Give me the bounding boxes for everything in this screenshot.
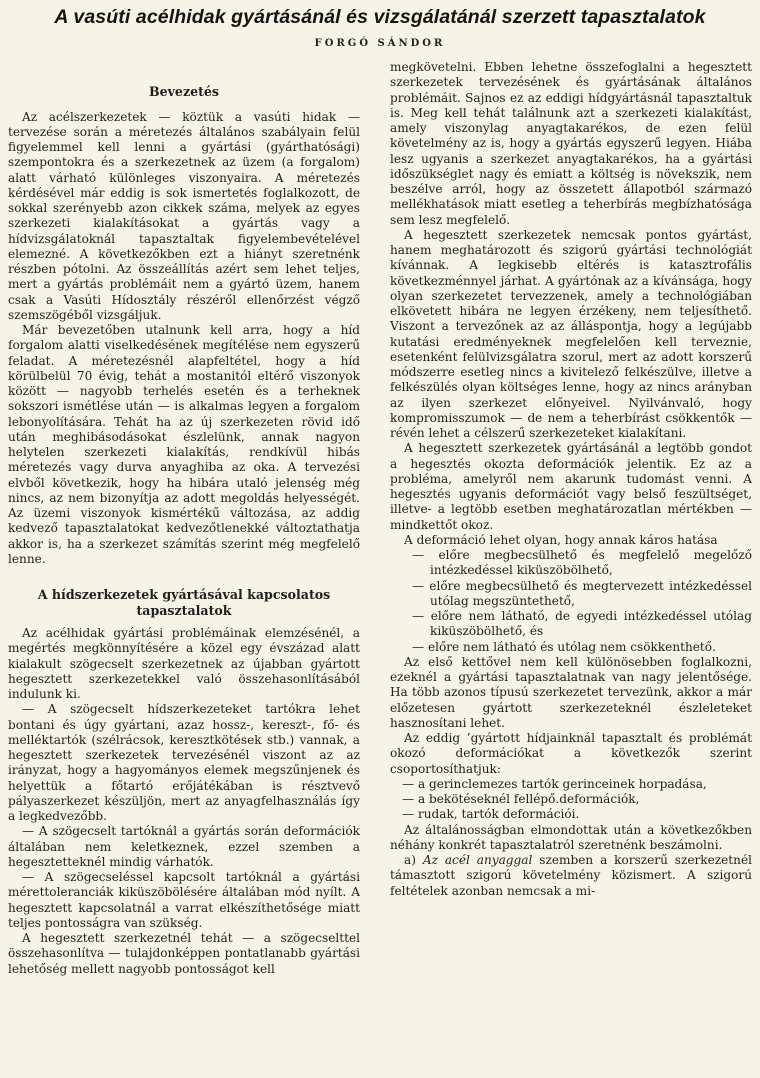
article-title: A vasúti acélhidak gyártásánál és vizsgálatánál szerzett tapasztalatok (54, 6, 706, 28)
paragraph: A hegesztett szerkezetek gyártásánál a legtöbb gondot a hegesztés okozta deformációk jelentik. Ez az a probléma, amelyről nem akarunk tudomást venni. A hegesztés ugyanis deformációt vagy belső feszültséget, illetve- a legtöbb esetben meghatározatlan mértékben — mindkettőt okoz. (390, 441, 752, 532)
paragraph: A hegesztett szerkezetek nemcsak pontos gyártást, hanem meghatározott és szigorú gyártási technológiát kívánnak. A legkisebb eltérés is katasztrofális következménnyel járhat. A gyártónak az a kívánsága, hogy olyan szerkezetet tervezzenek, amely a technológiában elkövetett hibára ne legyen érzékeny, nem teljesíthető. Viszont a tervezőnek az az álláspontja, hogy a legújabb kutatási eredményeknek megfelelően kell terveznie, esetenként felülvizsgálatra szorul, mert az adott korszerű módszerre esetleg nincs a kivitelező felkészülve, illetve a felkészülés olyan költséges lenne, hogy az nincs arányban az ilyen szerkezet előnyeivel. Nyilvánvaló, hogy kompromisszumok — de nem a teherbírást csökkentők — révén lehet a célszerű szerkezeteket kialakítani. (390, 227, 752, 440)
list-item: — előre nem látható, de egyedi intézkedéssel utólag kiküszöbölhető, és (412, 609, 752, 639)
paragraph: — A szögecselt tartóknál a gyártás során deformációk általában nem keletkeznek, ezzel szemben a hegesztetteknél mindig várhatók. (8, 824, 360, 869)
list-item: — előre megbecsülhető és megfelelő megelőző intézkedéssel kiküszöbölhető, (412, 548, 752, 578)
list-item: — a gerinclemezes tartók gerinceinek horpadása, (402, 776, 707, 791)
paragraph: A deformáció lehet olyan, hogy annak káros hatása (404, 532, 718, 547)
paragraph: Az általánosságban elmondottak után a következőkben néhány konkrét tapasztalatról szeretnénk beszámolni. (390, 822, 752, 852)
section-heading-manufacturing: A hídszerkezetek gyártásával kapcsolatos tapasztalatok (37, 587, 331, 618)
list-item: — a bekötéseknél fellépő.deformációk, (402, 792, 640, 806)
list-item: — előre megbecsülhető és megtervezett intézkedéssel utólag megszüntethető, (412, 578, 752, 608)
paragraph: megkövetelni. Ebben lehetne összefoglalni a hegesztett szerkezetek tervezésének és gyártásának általános problémáit. Sajnos ez az eddigi hídgyártásnál tapasztaltuk is. Meg kell tehát találnunk azt a szerkezeti kialakítást, amely viszonylag anyagtakarékos, de ezen felül követelmény az is, hogy a gyártás egyszerű legyen. Hiába lesz ugyanis a szerkezet anyagtakarékos, ha a gyártási időszükséglet nagy és emiatt a költség is növekszik, nem beszélve arról, hogy az összetett állapotból származó mellékhatások miatt esetleg a teherbírás megbízhatósága sem lesz megfelelő. (390, 60, 752, 227)
paragraph: Az acélhidak gyártási problémáinak elemzésénél, a megértés megkönnyítésére a közel egy évszázad alatt kialakult szögecselt szerkezetnek az újabban gyártott hegesztett szerkezetekkel való összehasonlításából indulunk ki. (8, 626, 360, 701)
deformation-effect-list (390, 548, 752, 655)
list-item: — előre nem látható és utólag nem csökkenthető. (412, 639, 716, 654)
right-column (390, 60, 752, 1076)
paragraph: Az acélszerkezetek — köztük a vasúti hidak — tervezése során a méretezés általános szabályain felül figyelemmel kell lenni a gyártási (gyárthatósági) szempontokra és a szerkezetnek az üzem (a forgalom) alatt várható különleges viszonyaira. A méretezés kérdésével már eddig is sok ismertetés foglalkozott, de sokkal szerényebb azon cikkek száma, melyek az egyes szerkezeti kialakításokat a gyártás vagy a hídvizsgálatoknál tapasztaltak figyelembevételével elemezné. A következőkben ezt a hiányt szeretnénk részben pótolni. Az összeállítás azért sem lehet teljes, mert a gyártás problémáit nem a gyártó üzem, hanem csak a Vasúti Hídosztály részéről ellenőrzést végző szemszögéből vizsgáljuk. (8, 109, 360, 322)
emphasis-text: Az acél anyaggal (422, 853, 533, 867)
left-column (8, 60, 360, 1076)
paragraph: A hegesztett szerkezetnél tehát — a szögecselttel összehasonlítva — tulajdonképpen pontatlanabb gyártási lehetőség mellett nagyobb pontosságot kell (8, 931, 360, 976)
deformation-group-list (390, 777, 752, 823)
article-author: FORGÓ SÁNDOR (314, 38, 446, 49)
paragraph-a (390, 853, 752, 899)
paragraph: Az első kettővel nem kell különösebben foglalkozni, ezeknél a gyártási tapasztalatnak van nagy jelentősége. Ha több azonos típusú szerkezetet tervezünk, akkor a már előzetesen gyártott szerkezeteknél észleleteket hasznosítani lehet. (390, 654, 752, 730)
paragraph: Az eddig ’gyártott hídjainknál tapasztalt és problémát okozó deformációkat a következők szerint csoportosíthatjuk: (390, 731, 752, 776)
list-item: — rudak, tartók deformációi. (402, 807, 580, 822)
paragraph-text: szemben a korszerű szerkezetnél támasztott szigorú követelmény közismert. A szigorú feltételek azonban nemcsak a mi- (390, 853, 752, 898)
paragraph: Már bevezetőben utalnunk kell arra, hogy a híd forgalom alatti viselkedésének megítélése nem egyszerű feladat. A méretezésnél alapfeltétel, hogy a híd körülbelül 70 évig, tehát a mostanitól eltérő viszonyok között — nagyobb terhelés esetén és a terheknek sokszori ismétlése után — is alkalmas legyen a forgalom lebonyolítására. Tehát ha az új szerkezeten rövid idő után meghibásodásokat észlelünk, annak nagyon helytelen szerkezeti kialakítás, rendkívül hibás méretezés vagy durva anyaghiba az oka. A tervezési elvből következik, hogy ha hibára utaló jelenség még nincs, az nem bizonyítja az adott megoldás helyességét. Az üzemi viszonyok kismértékű változása, az addig kedvező tapasztalatokat kedvezőtlenekké változtathatja akkor is, ha a szerkezet számítás szerint még megfelelő lenne. (8, 323, 360, 566)
paragraph: — A szögecselt hídszerkezeteket tartókra lehet bontani és úgy gyártani, azaz hossz-, kereszt-, fő- és melléktartók (szélrácsok, keresztkötések stb.) vannak, a hegesztett szerkezetek tervezésénél viszont az az irányzat, hogy a hagyományos elemek megszűnjenek és helyettük a főtartó erőjátékában is résztvevő pályaszerkezet készüljön, mert az anyagfelhasználás így a legkedvezőbb. (8, 702, 360, 823)
section-heading-intro: Bevezetés (148, 84, 220, 99)
paragraph: — A szögecseléssel kapcsolt tartóknál a gyártási mérettoleranciák kiküszöbölésére általában mód nyílt. A hegesztett kapcsolatnál a varrat elkészíthetősége miatt teljes pontosságra van szükség. (8, 870, 360, 930)
item-label: a) (404, 853, 416, 867)
